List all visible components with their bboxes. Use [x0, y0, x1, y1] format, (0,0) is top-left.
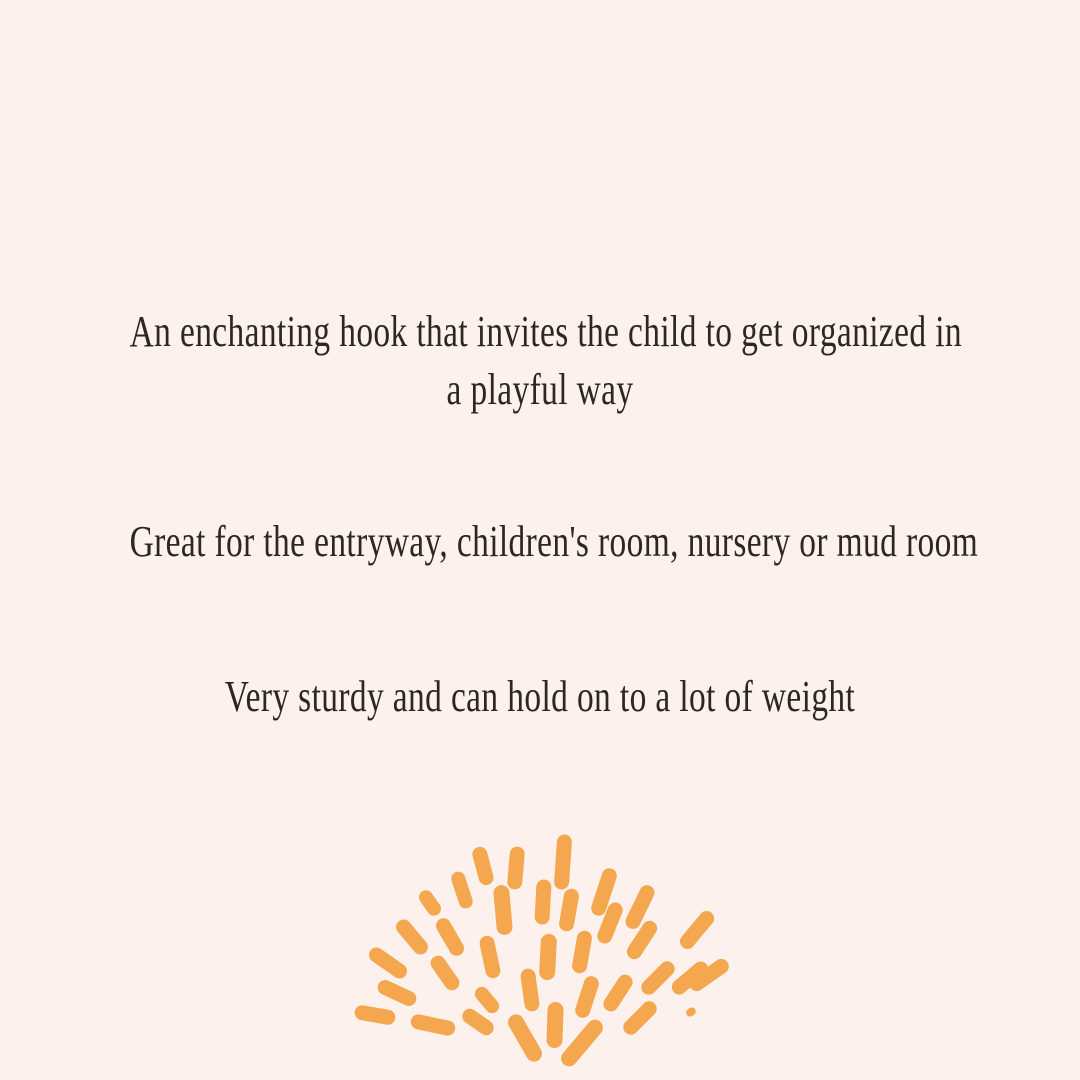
benefit-text-1: [129, 303, 962, 419]
benefit-text-3-line-1: Very sturdy and can hold on to a lot of weight: [224, 672, 856, 721]
benefit-text-3: [130, 668, 951, 726]
benefit-text-1-line-1: An enchanting hook that invites the child to get organized in: [129, 307, 962, 356]
benefit-text-2-line-1: Great for the entryway, children's room, nursery or mud room: [129, 517, 979, 566]
benefit-text-1-line-2: a playful way: [446, 365, 634, 414]
benefit-text-2: [129, 513, 979, 571]
